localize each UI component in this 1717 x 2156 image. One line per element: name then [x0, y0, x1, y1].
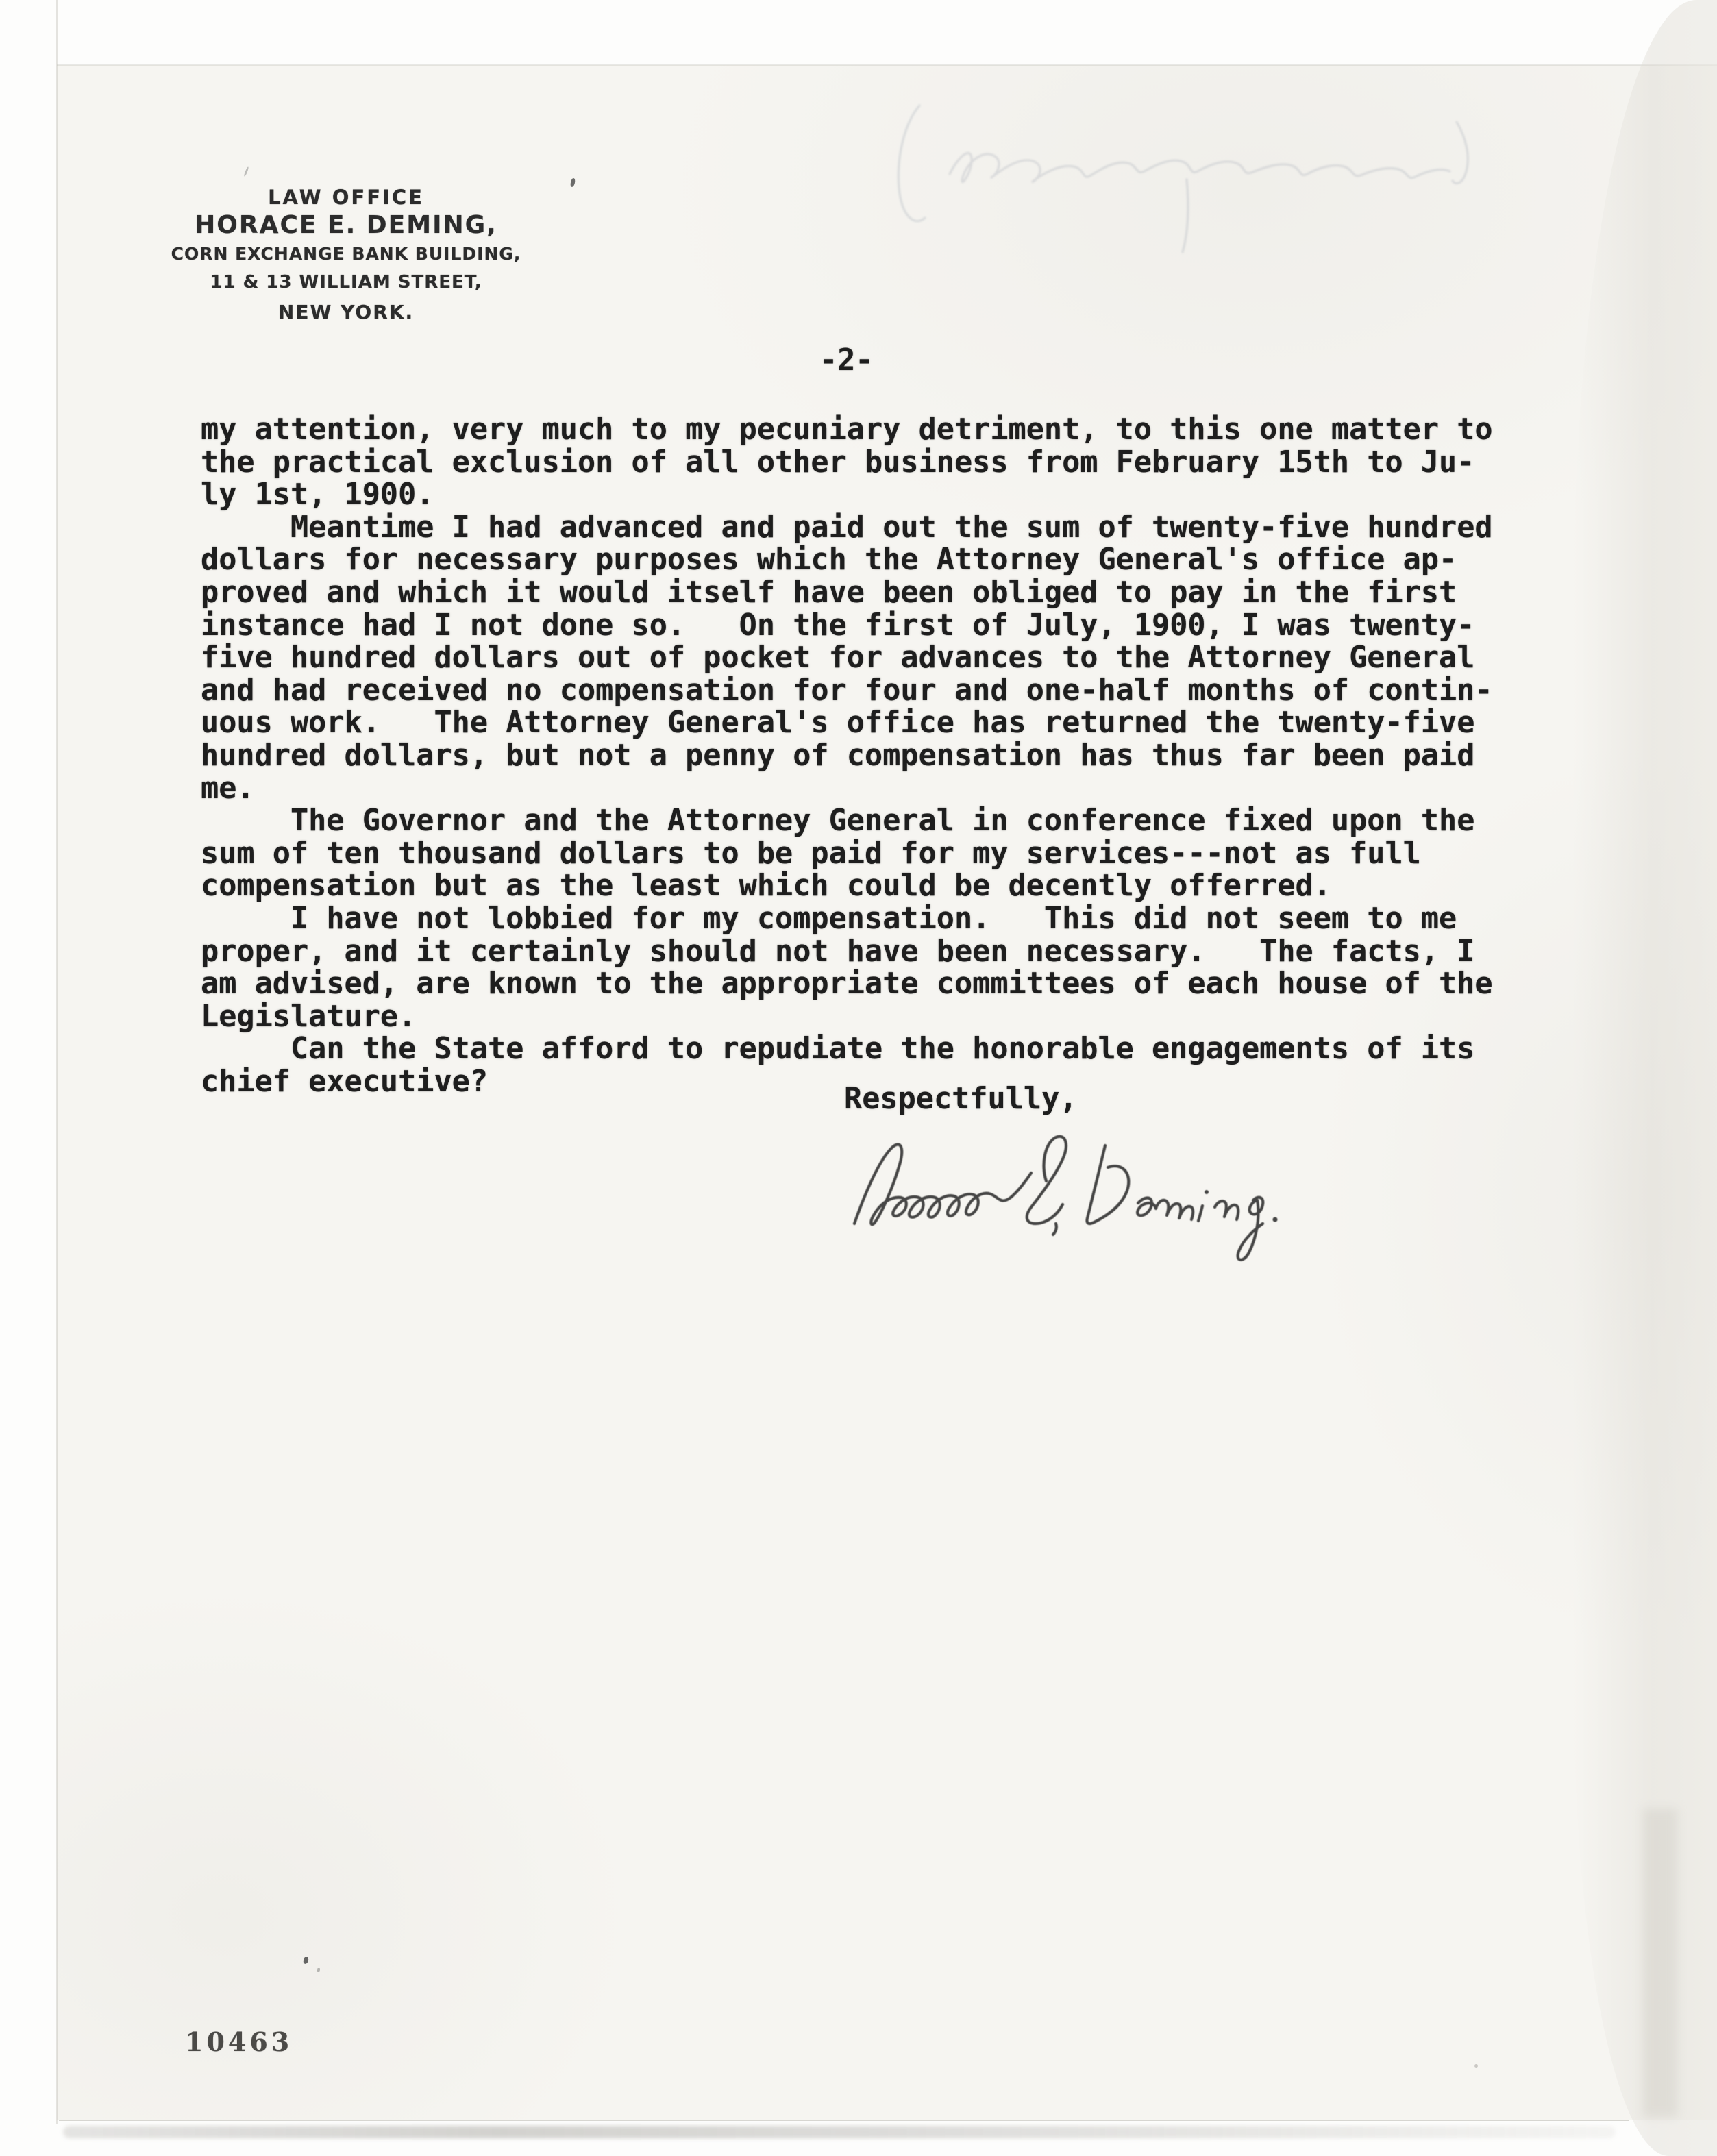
- body-line: instance had I not done so. On the first of July, 1900, I was twenty-: [201, 608, 1475, 643]
- body-line: proper, and it certainly should not have been necessary. The facts, I: [201, 934, 1475, 969]
- body-line: the practical exclusion of all other business from February 15th to Ju-: [201, 445, 1475, 480]
- body-line: hundred dollars, but not a penny of compensation has thus far been paid: [201, 738, 1475, 773]
- page-edge-shadow-band: [1643, 1809, 1677, 2117]
- body-line: am advised, are known to the appropriate committees of each house of the: [201, 967, 1493, 1002]
- body-line: and had received no compensation for four and one-half months of contin-: [201, 673, 1493, 708]
- body-line: my attention, very much to my pecuniary detriment, to this one matter to: [201, 412, 1493, 447]
- letter-body: [201, 414, 1493, 1098]
- body-line: The Governor and the Attorney General in conference fixed upon the: [201, 804, 1475, 839]
- body-line: dollars for necessary purposes which the Attorney General's office ap-: [201, 543, 1457, 578]
- paper-top-edge: [57, 64, 1717, 66]
- body-line: Can the State afford to repudiate the honorable engagements of its: [201, 1032, 1475, 1067]
- body-line: I have not lobbied for my compensation. This did not seem to me: [201, 901, 1457, 936]
- letterhead-name: HORACE E. DEMING,: [195, 211, 497, 239]
- body-line: sum of ten thousand dollars to be paid for my services---not as full: [201, 836, 1421, 871]
- letterhead-office-label: LAW OFFICE: [268, 186, 424, 209]
- catalog-number: 10463: [185, 2027, 293, 2057]
- paper-left-edge: [56, 0, 58, 2124]
- body-line: me.: [201, 771, 255, 806]
- body-line: chief executive?: [201, 1064, 489, 1099]
- letterhead-city: NEW YORK.: [277, 301, 415, 323]
- closing-respectfully: Respectfully,: [844, 1082, 1078, 1116]
- body-line: ly 1st, 1900.: [201, 478, 434, 512]
- body-line: proved and which it would itself have been obliged to pay in the first: [201, 575, 1457, 610]
- body-line: Legislature.: [201, 999, 417, 1034]
- signature-script: [839, 1115, 1285, 1273]
- letterhead-building: CORN EXCHANGE BANK BUILDING,: [171, 244, 521, 264]
- ink-speck: [1474, 2064, 1478, 2068]
- body-line: five hundred dollars out of pocket for advances to the Attorney General: [201, 641, 1475, 676]
- page-number: -2-: [819, 343, 874, 377]
- body-line: uous work. The Attorney General's office has returned the twenty-five: [201, 706, 1475, 741]
- paper-bottom-edge: [59, 2120, 1629, 2121]
- body-line: Meantime I had advanced and paid out the sum of twenty-five hundred: [201, 510, 1493, 545]
- body-line: compensation but as the least which could be decently offerred.: [201, 869, 1331, 904]
- letterhead-street: 11 & 13 WILLIAM STREET,: [210, 272, 482, 293]
- scan-bottom-smudge: [63, 2126, 1616, 2138]
- faint-pencil-inscription: [884, 86, 1500, 271]
